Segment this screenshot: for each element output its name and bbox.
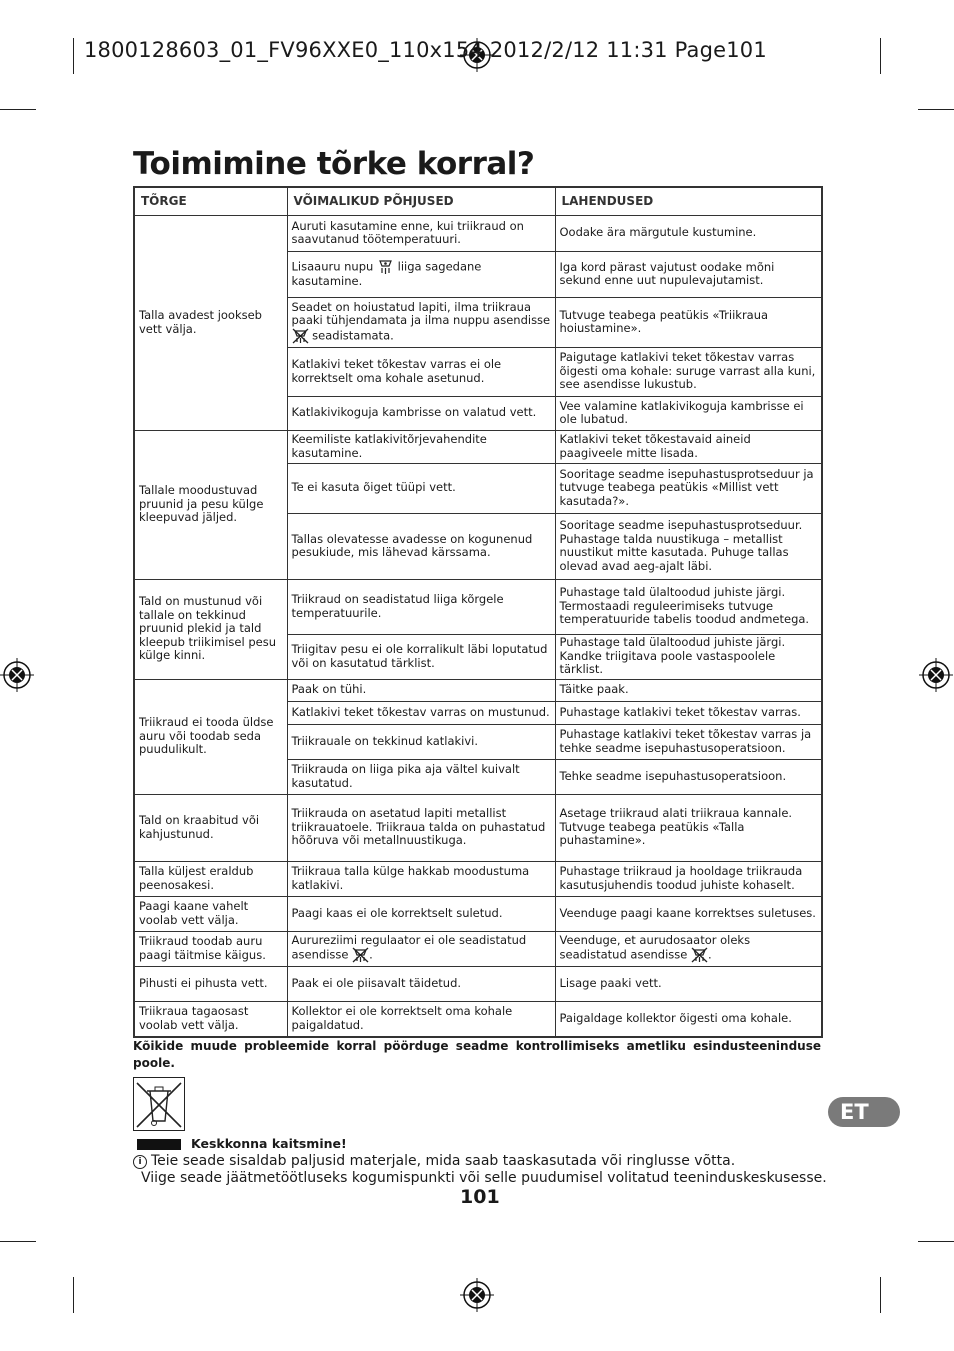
problem-cell: Tald on kraabitud või kahjustunud. [134,794,287,861]
crop-mark [918,109,954,110]
cause-cell: Tallas olevatesse avadesse on kogunenud pesukiude, mis lähevad kärssama. [287,513,555,579]
cause-cell [287,931,555,966]
crossed-wheelie-bin-icon [133,1077,185,1131]
solution-cell: Asetage triikraud alati triikraua kannale. Tutvuge teabega peatükis «Talla puhastamine». [555,794,822,861]
no-steam-icon [691,947,708,963]
cause-cell: Triikrauda on liiga pika aja vältel kuivalt kasutatud. [287,759,555,794]
cause-cell [287,251,555,297]
cause-cell: Te ei kasuta õiget tüüpi vett. [287,463,555,513]
problem-cell: Tallale moodustuvad pruunid ja pesu külge kleepuvad jäljed. [134,430,287,579]
cause-cell: Katlakivikoguja kambrisse on valatud vett. [287,396,555,430]
problem-cell: Paagi kaane vahelt voolab vett välja. [134,896,287,931]
column-header: VÕIMALIKUD PÕHJUSED [287,187,555,215]
solution-cell: Puhastage tald ülaltoodud juhiste järgi. Kandke triigitava poole vastaspoolele tärklist. [555,634,822,679]
cause-text: seadistamata. [312,328,394,342]
environment-text [133,1153,735,1169]
solution-cell: Vee valamine katlakivikoguja kambrisse ei ole lubatud. [555,396,822,430]
cause-cell: Katlakivi teket tõkestav varras on mustunud. [287,701,555,724]
cause-cell: Paak ei ole piisavalt täidetud. [287,966,555,1001]
no-steam-icon [352,947,369,963]
solution-cell: Katlakivi teket tõkestavaid aineid paagiveele mitte lisada. [555,430,822,463]
solution-cell: Sooritage seadme isepuhastusprotseduur. Puhastage talda nuustikuga – metallist nuustikut mitte kasutada. Puhuge tallas olevad avad aeg-ajalt läbi. [555,513,822,579]
crop-mark [73,38,74,74]
cause-cell: Triikrauda on asetatud lapiti metallist triikrauatoele. Triikraua talda on puhastatud hõõruva või metallnuustikuga. [287,794,555,861]
cause-cell: Keemiliste katlakivitõrjevahendite kasutamine. [287,430,555,463]
language-badge: ET [828,1097,900,1127]
solution-cell: Paigutage katlakivi teket tõkestav varras õigesti oma kohale: suruge varrast alla kuni, see asendisse lukustub. [555,347,822,396]
no-steam-icon [292,328,309,344]
problem-cell: Triikraud toodab auru paagi täitmise käigus. [134,931,287,966]
crop-mark [73,1277,74,1313]
solution-cell: Tehke seadme isepuhastusoperatsioon. [555,759,822,794]
cause-text: Aurureziimi regulaator ei ole seadistatud asendisse [291,932,527,962]
cause-cell: Paagi kaas ei ole korrektselt suletud. [287,896,555,931]
solution-cell: Sooritage seadme isepuhastusprotseduur ja tutvuge teabega peatükis «Millist vett kasutada?». [555,463,822,513]
service-note: Kõikide muude probleemide korral pöörduge seadme kontrollimiseks ametliku esindusteeninduse poole. [133,1039,821,1070]
cause-cell: Triikraud on seadistatud liiga kõrgele temperatuurile. [287,579,555,634]
solution-cell [555,931,822,966]
cause-cell: Kollektor ei ole korrektselt oma kohale paigaldatud. [287,1001,555,1037]
solution-cell: Täitke paak. [555,679,822,701]
environment-line-1: Teie seade sisaldab paljusid materjale, mida saab taaskasutada või ringlusse võtta. [151,1153,736,1169]
solution-cell: Oodake ära märgutule kustumine. [555,215,822,251]
crop-mark [880,1277,881,1313]
problem-cell: Talla avadest jookseb vett välja. [134,215,287,430]
crop-mark [0,1241,36,1242]
column-header: LAHENDUSED [555,187,822,215]
page-number: 101 [460,1186,500,1208]
problem-cell: Pihusti ei pihusta vett. [134,966,287,1001]
cause-cell: Triikrauale on tekkinud katlakivi. [287,724,555,759]
problem-cell: Triikraua tagaosast voolab vett välja. [134,1001,287,1037]
registration-mark-icon [0,658,34,692]
problem-cell: Tald on mustunud või tallale on tekkinud pruunid plekid ja tald kleepub triikimisel pesu külge kinni. [134,579,287,679]
crop-mark [918,1241,954,1242]
solution-cell: Veenduge paagi kaane korrektses suletuses. [555,896,822,931]
solution-cell: Paigaldage kollektor õigesti oma kohale. [555,1001,822,1037]
problem-cell: Talla küljest eraldub peenosakesi. [134,861,287,896]
environment-line-2: Viige seade jäätmetöötluseks kogumispunkti või selle puudumisel volitatud teeninduskeskusesse. [141,1170,827,1186]
crop-mark [0,109,36,110]
registration-mark-icon [460,1278,494,1312]
solution-cell: Puhastage katlakivi teket tõkestav varras. [555,701,822,724]
cause-cell: Katlakivi teket tõkestav varras ei ole korrektselt oma kohale asetunud. [287,347,555,396]
cause-cell: Paak on tühi. [287,679,555,701]
troubleshooting-table [133,186,823,1038]
solution-cell: Puhastage tald ülaltoodud juhiste järgi. Termostaadi reguleerimiseks tutvuge temperatuuride tabelis toodud andmetega. [555,579,822,634]
solution-cell: Iga kord pärast vajutust oodake mõni sekund enne uut nupulevajutamist. [555,251,822,297]
cause-cell: Auruti kasutamine enne, kui triikraud on saavutanud töötemperatuuri. [287,215,555,251]
registration-mark-icon [919,658,953,692]
solution-cell: Tutvuge teabega peatükis «Triikraua hoiustamine». [555,297,822,347]
cause-cell: Triikraua talla külge hakkab moodustuma katlakivi. [287,861,555,896]
cause-text: Lisaauru nupu [291,259,374,274]
cause-text: Seadet on hoiustatud lapiti, ilma triikraua paaki tühjendamata ja ilma nuppu asendisse [291,299,551,327]
problem-cell: Triikraud ei tooda üldse auru või toodab seda puudulikult. [134,679,287,794]
solution-cell: Puhastage triikraud ja hooldage triikrauda kasutusjuhendis toodud juhiste kohaselt. [555,861,822,896]
cause-text: liiga sagedane kasutamine. [291,259,482,289]
solution-text: . [708,947,712,962]
steam-shot-icon [377,259,394,275]
info-icon: i [133,1155,147,1169]
cause-text: . [369,947,373,962]
solution-text: Veenduge, et aurudosaator oleks seadistatud asendisse [559,932,751,962]
column-header: TÕRGE [134,187,287,215]
print-header: 1800128603_01_FV96XXE0_110x154 2012/2/12 11:31 Page101 [84,38,767,62]
solution-cell: Lisage paaki vett. [555,966,822,1001]
environment-title: Keskkonna kaitsmine! [191,1136,347,1151]
crop-mark [880,38,881,74]
section-bar [137,1139,181,1150]
cause-cell [287,297,555,347]
page-title: Toimimine tõrke korral? [133,146,535,182]
cause-cell: Triigitav pesu ei ole korralikult läbi loputatud või on kasutatud tärklist. [287,634,555,679]
solution-cell: Puhastage katlakivi teket tõkestav varras ja tehke seadme isepuhastusoperatsioon. [555,724,822,759]
